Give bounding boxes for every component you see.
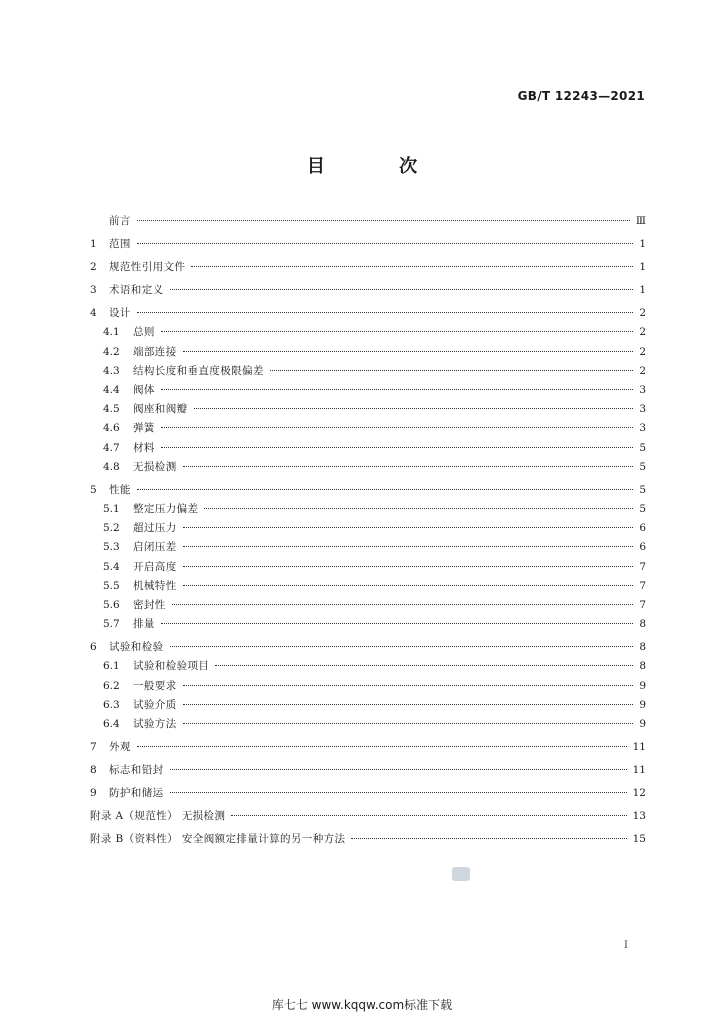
toc-leader-dots [170,289,634,290]
toc-entry-title: 密封性 [133,598,166,611]
toc-entry-number: 5.6 [103,598,120,611]
toc-leader-dots [183,527,634,528]
toc-entry[interactable] [90,831,646,850]
page-number: I [624,940,628,951]
toc-entry-page: 2 [639,345,646,358]
toc-entry-title: 机械特性 [133,579,177,592]
toc-leader-dots [183,546,634,547]
toc-entry-page: 7 [639,579,646,592]
toc-entry[interactable] [90,785,646,804]
toc-leader-dots [161,331,634,332]
toc-entry-title: 附录 B（资料性） 安全阀额定排量计算的另一种方法 [90,833,346,846]
toc-entry-number: 4.8 [103,460,120,473]
toc-entry-page: 5 [639,441,646,454]
toc-entry-number: 6.2 [103,679,120,692]
toc-entry-title: 超过压力 [133,522,177,535]
toc-entry-page: 9 [639,698,646,711]
toc-entry-number: 7 [90,741,97,753]
toc-leader-dots [161,389,634,390]
toc-entry[interactable] [90,382,646,401]
toc-leader-dots [183,704,634,705]
toc-leader-dots [170,769,627,770]
toc-leader-dots [161,447,634,448]
toc-entry[interactable] [90,213,646,232]
toc-entry-title: 排量 [133,618,155,631]
toc-entry[interactable] [90,282,646,301]
toc-entry-page: 2 [639,364,646,377]
toc-leader-dots [183,351,634,352]
toc-entry-title: 术语和定义 [109,284,164,297]
toc-entry-page: 13 [632,810,646,823]
toc-entry-page: 8 [639,641,646,654]
toc-leader-dots [161,623,634,624]
toc-entry-page: 6 [639,541,646,554]
toc-entry-number: 5.3 [103,541,120,554]
toc-entry[interactable] [90,440,646,459]
toc-entry-title: 试验和检验 [109,641,164,654]
toc-entry-number: 4.3 [103,364,120,377]
toc-entry[interactable] [90,678,646,697]
toc-entry-page: 2 [639,326,646,339]
toc-entry-number: 8 [90,764,97,777]
toc-entry-page: 5 [639,483,646,496]
toc-entry-page: 11 [632,764,646,777]
toc-entry-number: 9 [90,787,97,800]
toc-leader-dots [137,746,627,747]
toc-leader-dots [183,585,634,586]
toc-entry-number: 6 [90,641,97,654]
toc-entry-title: 启闭压差 [133,541,177,554]
toc-entry-number: 4.2 [103,345,120,358]
toc-entry-number: 5.5 [103,579,120,592]
toc-leader-dots [170,792,627,793]
toc-entry-page: 7 [639,560,646,573]
toc-entry[interactable] [90,520,646,539]
toc-entry[interactable] [90,482,646,501]
toc-entry-number: 4 [90,307,97,320]
toc-leader-dots [172,604,634,605]
toc-leader-dots [191,266,633,267]
toc-entry[interactable] [90,305,646,324]
toc-entry-number: 6.3 [103,698,120,711]
toc-entry-page: Ⅲ [635,214,646,227]
toc-entry[interactable] [90,401,646,420]
toc-entry-page: 9 [639,679,646,692]
toc-entry-title: 试验和检验项目 [133,660,210,673]
toc-entry-number: 4.7 [103,441,120,454]
toc-leader-dots [137,489,634,490]
toc-entry-title: 总则 [133,326,155,339]
toc-leader-dots [161,427,634,428]
toc-entry[interactable] [90,459,646,478]
toc-entry-title: 端部连接 [133,345,177,358]
toc-entry-page: 5 [639,502,646,515]
toc-leader-dots [137,312,634,313]
toc-entry[interactable] [90,501,646,520]
toc-entry[interactable] [90,559,646,578]
toc-entry-title: 性能 [109,483,131,496]
toc-entry-title: 试验介质 [133,698,177,711]
toc-entry-number: 1 [90,237,97,250]
toc-entry-title: 外观 [109,741,131,753]
toc-entry[interactable] [90,420,646,439]
toc-leader-dots [183,685,634,686]
toc-leader-dots [137,243,634,244]
toc-entry-page: 15 [632,833,646,846]
toc-entry-title: 开启高度 [133,560,177,573]
toc-leader-dots [137,220,630,221]
toc-leader-dots [351,838,626,839]
toc-entry[interactable] [90,739,646,758]
toc-entry[interactable] [90,808,646,827]
toc-entry[interactable] [90,697,646,716]
toc-entry-title: 阀座和阀瓣 [133,403,188,416]
toc-entry[interactable] [90,259,646,278]
toc-entry-title: 结构长度和垂直度极限偏差 [133,364,264,377]
toc-entry-number: 6.4 [103,717,120,730]
toc-entry[interactable] [90,658,646,677]
toc-entry[interactable] [90,616,646,635]
page-title: 目 次 [306,156,452,177]
toc-entry-page: 11 [632,741,646,753]
toc-entry-title: 规范性引用文件 [109,261,186,274]
toc-entry-page: 12 [632,787,646,800]
toc-entry-number: 5.1 [103,502,120,515]
toc-entry-page: 9 [639,717,646,730]
toc-leader-dots [183,466,634,467]
toc-entry-number: 3 [90,284,97,297]
toc-entry-number: 4.6 [103,422,120,435]
toc-entry-title: 标志和铅封 [109,764,164,777]
toc-entry-number: 6.1 [103,660,120,673]
toc-entry-number: 5.2 [103,522,120,535]
toc-entry-page: 7 [639,598,646,611]
toc-leader-dots [204,508,633,509]
toc-entry-number: 5 [90,483,97,496]
toc-leader-dots [183,566,634,567]
toc-entry-page: 3 [639,383,646,396]
toc-leader-dots [194,408,634,409]
toc-entry-number: 5.4 [103,560,120,573]
toc-entry-title: 材料 [133,441,155,454]
toc-entry[interactable] [90,344,646,363]
toc-entry-page: 1 [639,261,646,274]
toc-entry-title: 无损检测 [133,460,177,473]
toc-entry-page: 5 [639,460,646,473]
toc-leader-dots [170,646,634,647]
toc-entry-title: 整定压力偏差 [133,502,199,515]
toc-entry[interactable] [90,639,646,658]
toc-entry-page: 8 [639,618,646,631]
toc-entry-page: 2 [639,307,646,320]
toc-entry-page: 6 [639,522,646,535]
toc-entry[interactable] [90,324,646,343]
toc-entry-number: 5.7 [103,618,120,631]
toc-entry-page: 1 [639,284,646,297]
toc-leader-dots [183,723,634,724]
toc-entry[interactable] [90,363,646,382]
toc-entry[interactable] [90,539,646,558]
toc-entry-title: 设计 [109,307,131,320]
footer-watermark: 库七七 www.kqqw.com标准下载 [271,998,453,1012]
toc-entry-title: 防护和储运 [109,787,164,800]
toc-leader-dots [231,815,626,816]
toc-entry-number: 4.4 [103,383,120,396]
toc-entry[interactable] [90,236,646,255]
toc-entry[interactable] [90,578,646,597]
toc-entry[interactable] [90,762,646,781]
toc-entry-title: 弹簧 [133,422,155,435]
toc-entry-title: 一般要求 [133,679,177,692]
toc-entry-number: 4.5 [103,403,120,416]
toc-entry-title: 附录 A（规范性） 无损检测 [90,810,226,823]
toc-entry-page: 1 [639,237,646,250]
toc-entry-number: 4.1 [103,326,120,339]
toc-entry-number: 2 [90,261,97,274]
standard-code: GB/T 12243—2021 [517,89,645,103]
toc-entry[interactable] [90,597,646,616]
toc-entry-page: 8 [639,660,646,673]
toc-leader-dots [270,370,634,371]
toc-entry-title: 前言 [109,214,131,227]
stamp-logo-icon [452,867,470,881]
table-of-contents [90,209,646,851]
toc-leader-dots [215,665,633,666]
toc-entry-page: 3 [639,403,646,416]
toc-entry-title: 范围 [109,237,131,250]
toc-entry-page: 3 [639,422,646,435]
toc-entry-title: 阀体 [133,383,155,396]
toc-entry-title: 试验方法 [133,717,177,730]
toc-entry[interactable] [90,716,646,735]
